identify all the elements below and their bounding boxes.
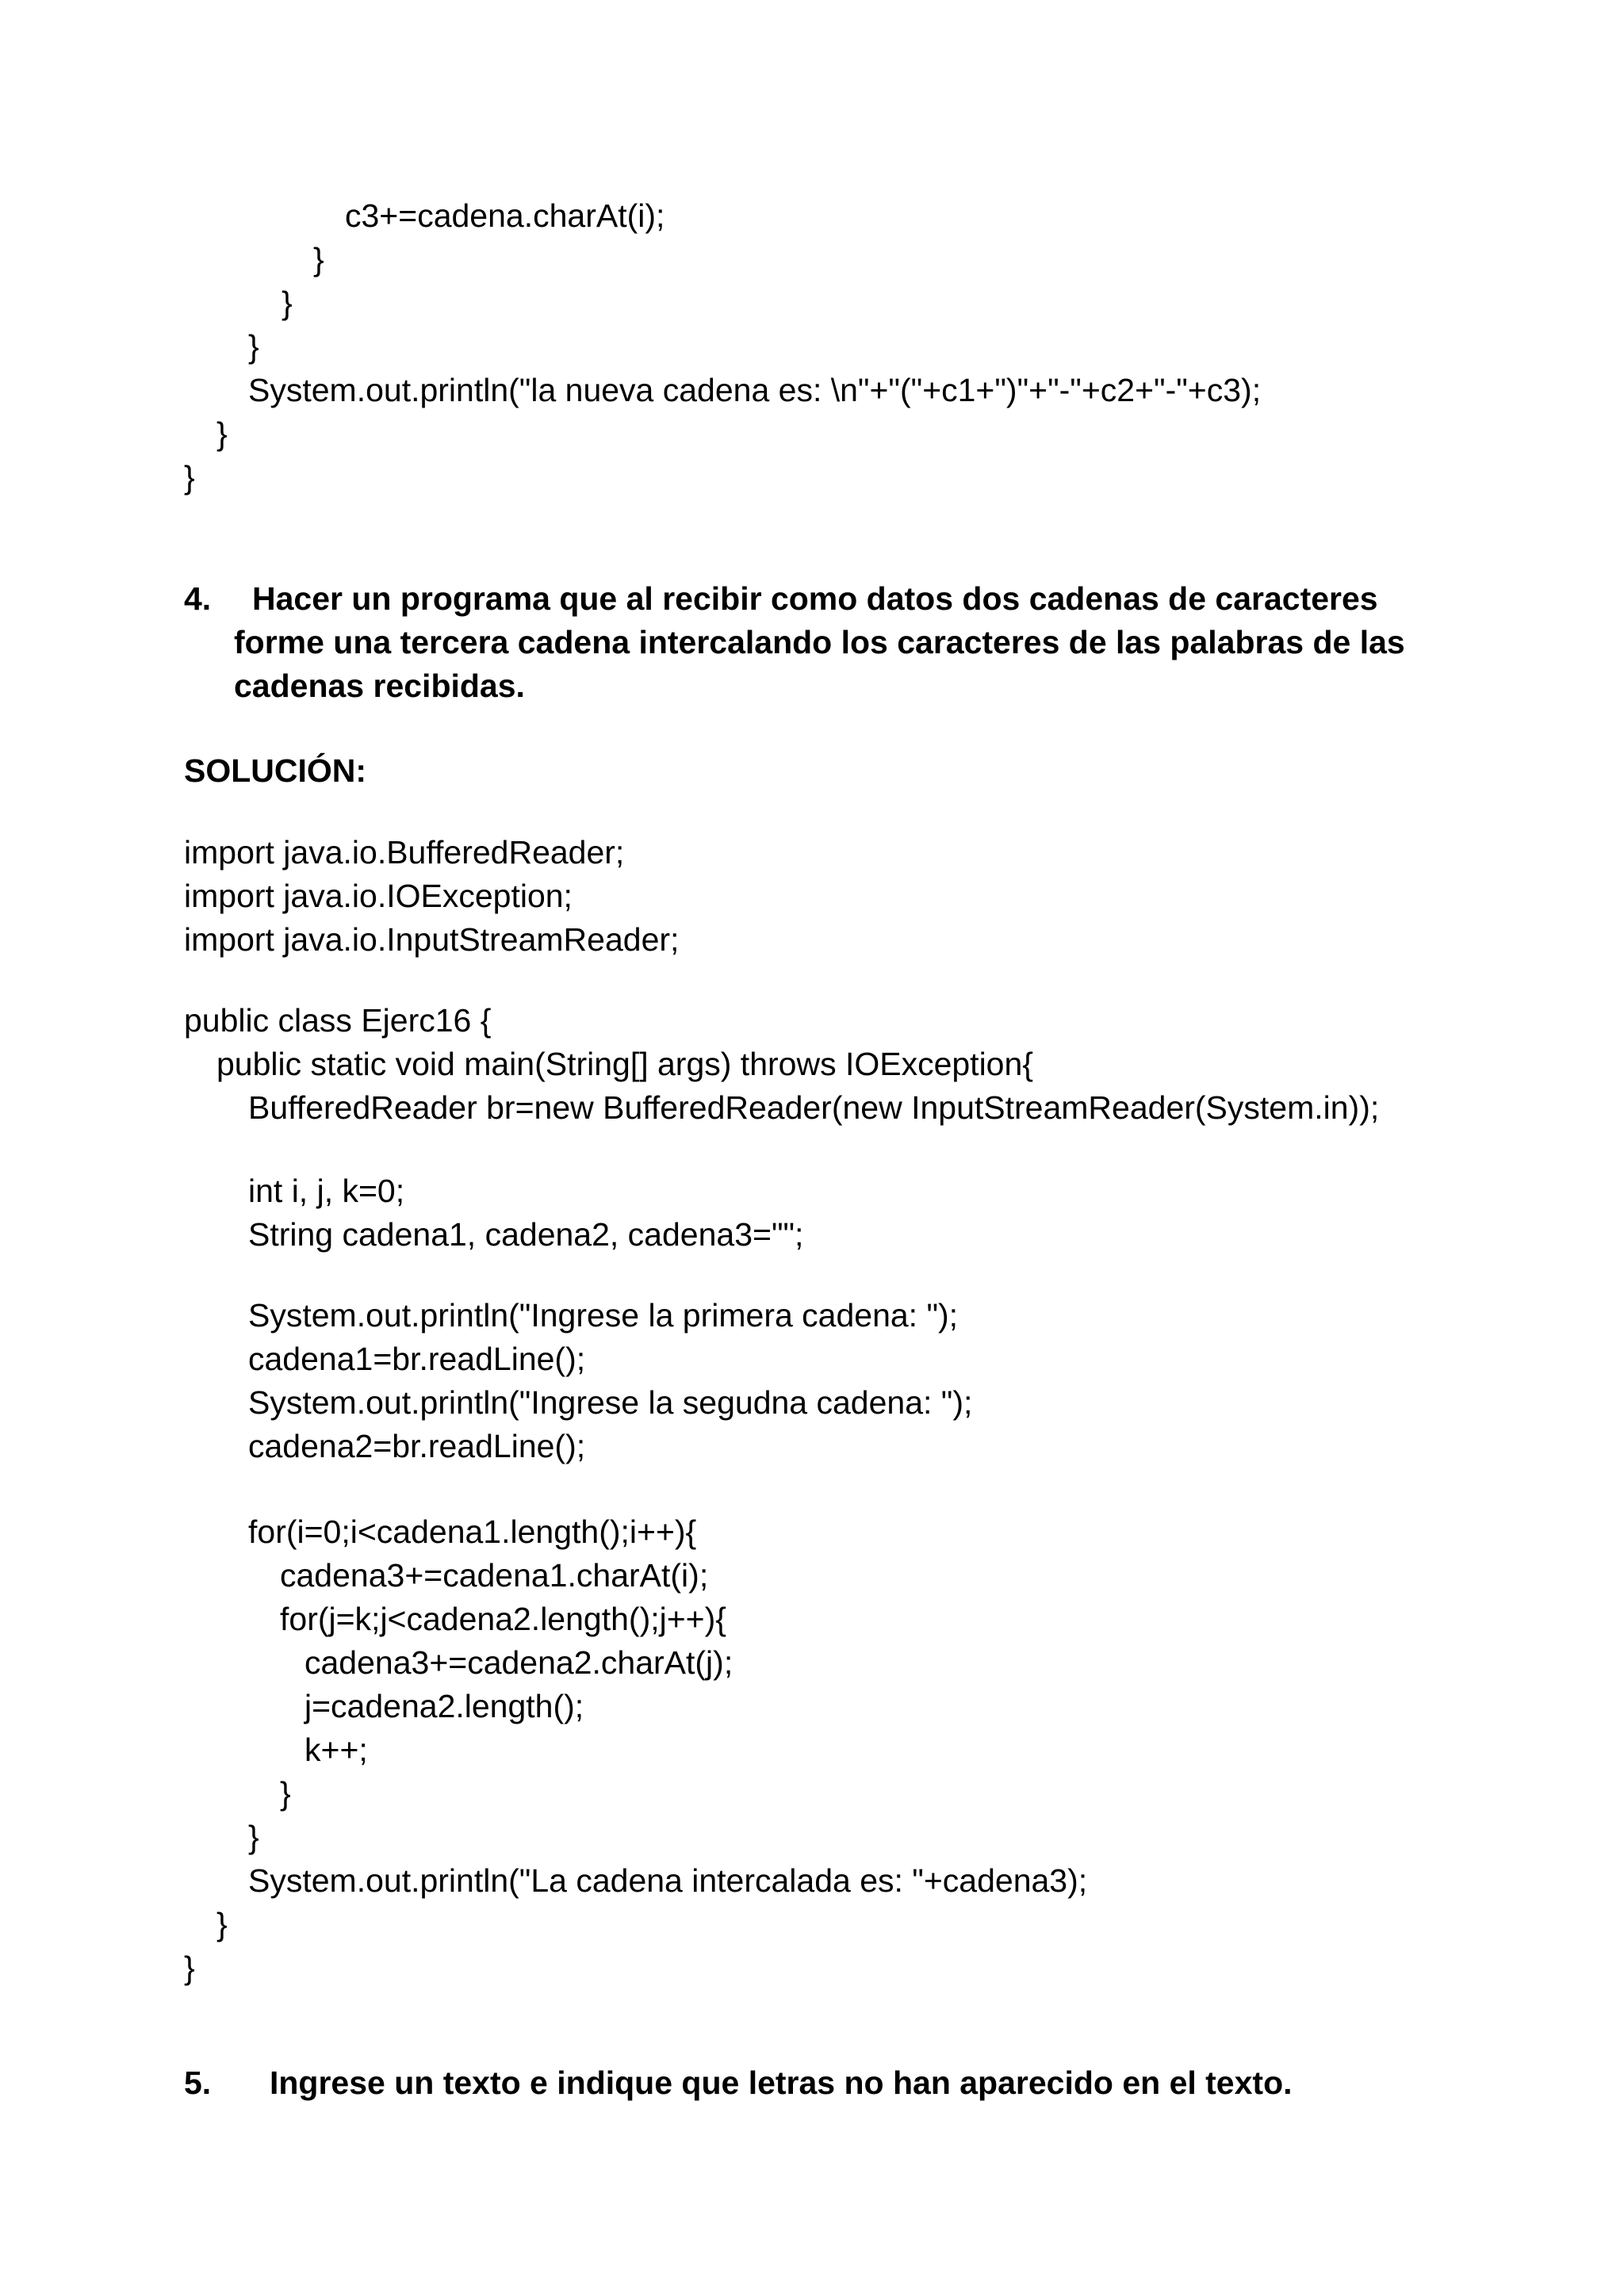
- code-line: cadena1=br.readLine();: [248, 1341, 586, 1377]
- code-line: for(i=0;i<cadena1.length();i++){: [248, 1513, 697, 1550]
- code-line: import java.io.InputStreamReader;: [184, 921, 680, 958]
- code-line: }: [184, 1950, 195, 1986]
- code-line: cadena3+=cadena2.charAt(j);: [304, 1644, 733, 1681]
- code-line: }: [216, 1906, 228, 1942]
- code-line: cadena2=br.readLine();: [248, 1428, 586, 1464]
- exercise-5-text: Ingrese un texto e indique que letras no han aparecido en el texto.: [270, 2064, 1293, 2101]
- code-line: cadena3+=cadena1.charAt(i);: [280, 1557, 709, 1594]
- code-line: import java.io.BufferedReader;: [184, 834, 625, 871]
- code-line: System.out.println("La cadena intercalada es: "+cadena3);: [248, 1862, 1088, 1899]
- code-line: }: [282, 285, 293, 321]
- exercise-4-line: forme una tercera cadena intercalando los caracteres de las palabras de las: [234, 624, 1405, 660]
- exercise-4-number: 4.: [184, 580, 212, 617]
- code-line: import java.io.IOException;: [184, 878, 573, 914]
- code-line: public class Ejerc16 {: [184, 1002, 492, 1039]
- code-line: }: [248, 328, 259, 365]
- code-line: System.out.println("Ingrese la primera cadena: ");: [248, 1297, 959, 1334]
- code-line: System.out.println("Ingrese la segudna cadena: ");: [248, 1384, 973, 1421]
- solution-label: SOLUCIÓN:: [184, 752, 367, 789]
- code-line: for(j=k;j<cadena2.length();j++){: [280, 1601, 726, 1637]
- exercise-4-line: cadenas recibidas.: [234, 668, 525, 704]
- code-line: String cadena1, cadena2, cadena3="";: [248, 1216, 804, 1253]
- exercise-4-line: Hacer un programa que al recibir como datos dos cadenas de caracteres: [252, 580, 1378, 617]
- code-line: }: [184, 459, 195, 496]
- code-line: }: [313, 241, 324, 277]
- code-line: c3+=cadena.charAt(i);: [345, 197, 665, 234]
- code-line: BufferedReader br=new BufferedReader(new InputStreamReader(System.in));: [248, 1089, 1380, 1126]
- code-line: j=cadena2.length();: [304, 1688, 584, 1724]
- exercise-5-number: 5.: [184, 2064, 212, 2101]
- code-line: int i, j, k=0;: [248, 1173, 405, 1209]
- code-line: System.out.println("la nueva cadena es: \n"+"("+c1+")"+"-"+c2+"-"+c3);: [248, 372, 1262, 408]
- code-line: k++;: [304, 1732, 368, 1768]
- code-line: public static void main(String[] args) throws IOException{: [216, 1046, 1033, 1082]
- code-line: }: [280, 1775, 291, 1812]
- code-line: }: [216, 415, 228, 452]
- code-line: }: [248, 1819, 259, 1855]
